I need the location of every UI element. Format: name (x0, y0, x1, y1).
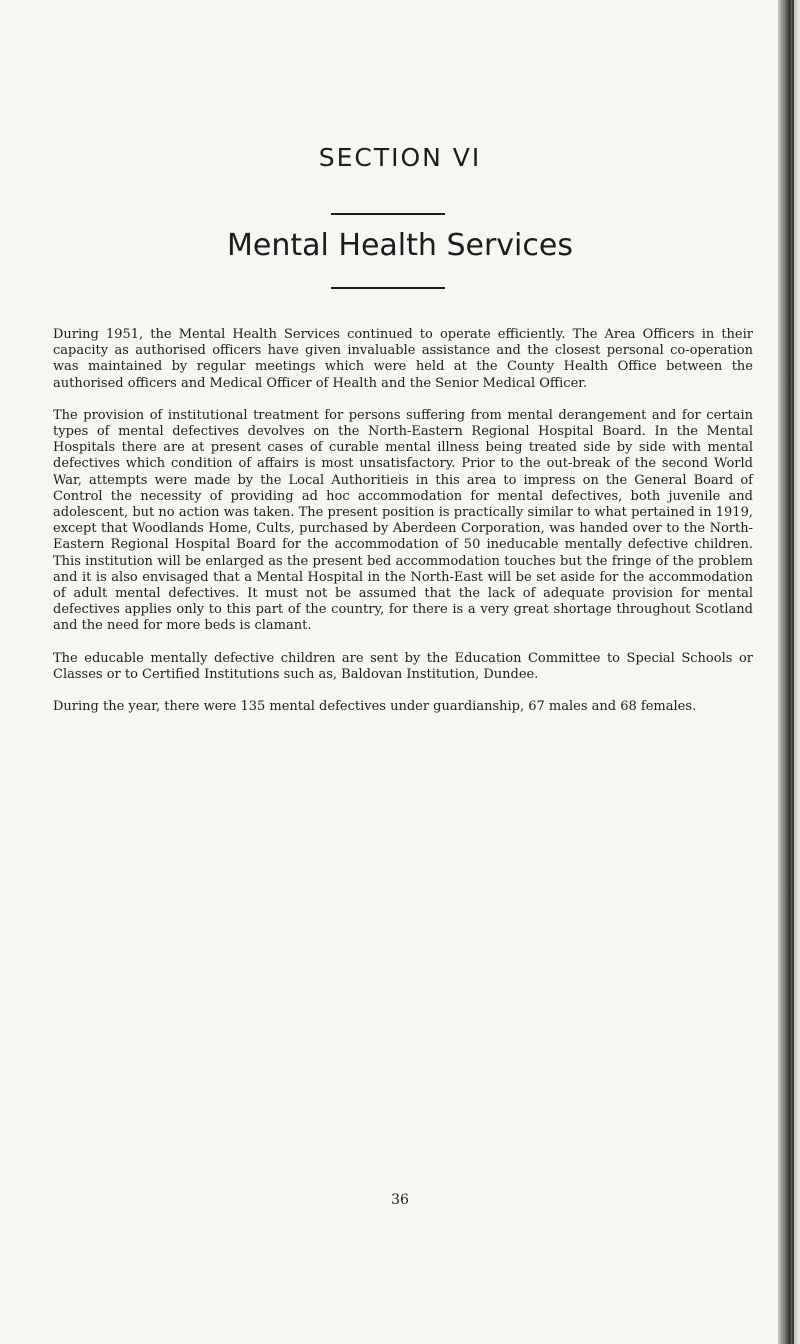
title-rule-top (331, 213, 445, 215)
section-heading: SECTION VI (318, 143, 482, 172)
page-title: Mental Health Services (227, 228, 573, 263)
page-edge-line (792, 0, 794, 1344)
title-rule-bottom (331, 287, 445, 289)
page-number: 36 (391, 1192, 409, 1208)
paragraph-guardianship: During the year, there were 135 mental defectives under guardianship, 67 males and 68 females. (53, 699, 697, 715)
body-text (53, 327, 753, 731)
paragraph-institutional-treatment: The provision of institutional treatment for persons suffering from mental derangement and for certain types of mental defectives devolves on the North-Eastern Regional Hospital Board. In the Mental Hospitals there are at present cases of curable mental illness being treated side by side with mental defectives which condition of affairs is most unsatisfactory. Prior to the out-break of the second World War, attempts were made by the Local Authoritieis in this area to impress on the General Board of Control the necessity of providing ad hoc accommodation for mental defectives, both juvenile and adolescent, but no action was taken. The present position is practically similar to what pertained in 1919, except that Woodlands Home, Cults, purchased by Aberdeen Corporation, was handed over to the North-Eastern Regional Hospital Board for the accommodation of 50 ineducable mentally defective children. This institution will be enlarged as the present bed accommodation touches but the fringe of the problem and it is also envisaged that a Mental Hospital in the North-East will be set aside for the accommodation of adult mental defectives. It must not be assumed that the lack of adequate provision for mental defectives applies only to this part of the country, for there is a very great shortage throughout Scotland and the need for more beds is clamant. (53, 407, 753, 634)
paragraph-intro: During 1951, the Mental Health Services continued to operate efficiently. The Area Officers in their capacity as authorised officers have given invaluable assistance and the closest personal co-operation was maintained by regular meetings which were held at the County Health Office between the authorised officers and Medical Officer of Health and the Senior Medical Officer. (53, 327, 753, 391)
paragraph-educable-children: The educable mentally defective children are sent by the Education Committee to Special Schools or Classes or to Certified Institutions such as, Baldovan Institution, Dundee. (53, 650, 753, 682)
scanned-page-edge (778, 0, 800, 1344)
